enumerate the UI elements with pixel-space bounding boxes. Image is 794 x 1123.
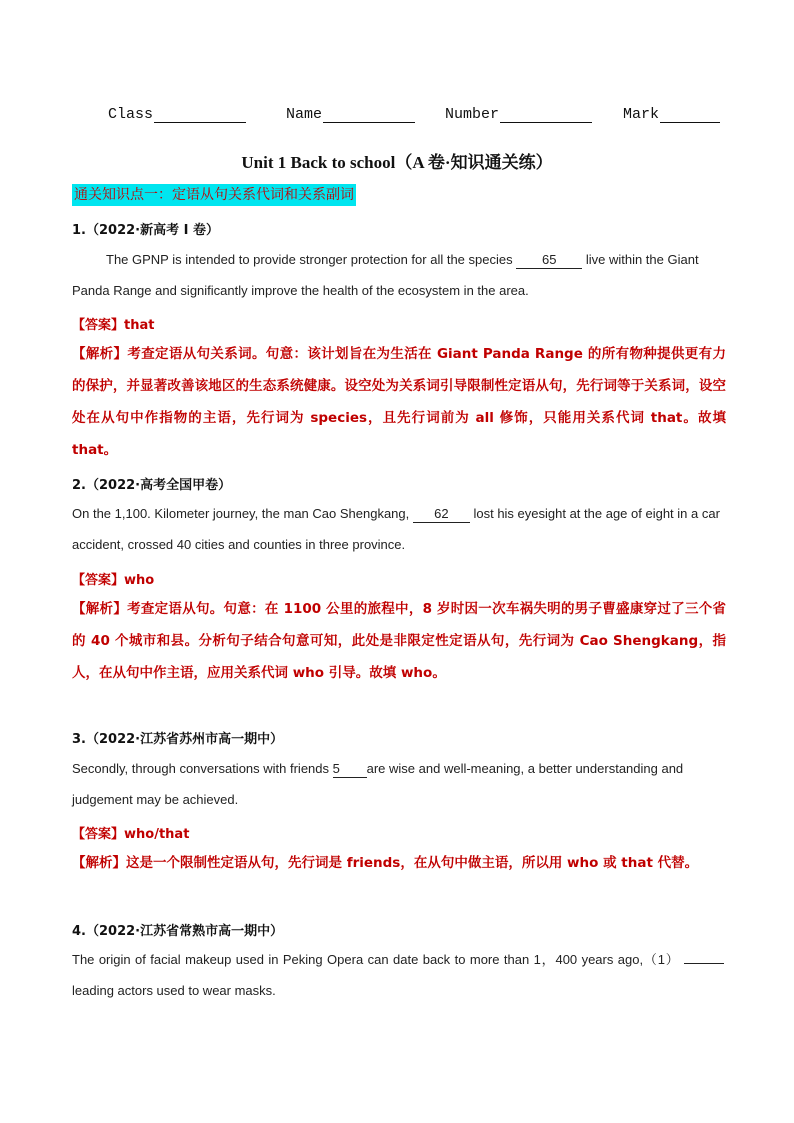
question-3-text: [72, 753, 724, 815]
question-2-answer: [72, 569, 154, 588]
answer-value: who/that: [124, 827, 190, 842]
name-blank-line: [323, 106, 415, 123]
question-2-text: [72, 498, 724, 560]
number-label: Number: [445, 106, 500, 123]
section-tag: 通关知识点一：定语从句关系代词和关系副词: [72, 184, 356, 206]
question-4-text: [72, 944, 724, 1006]
name-label: Name: [286, 106, 323, 123]
class-blank-line: [154, 106, 246, 123]
explain-label: 【解析】: [72, 601, 128, 617]
mark-field: [623, 106, 720, 123]
question-1-text-before: The GPNP is intended to provide stronger protection for all the species: [106, 252, 517, 267]
question-4-text-before: The origin of facial makeup used in Peking Opera can date back to more than 1，400 years ago,（1）: [72, 952, 680, 967]
question-4-text-after: leading actors used to wear masks.: [72, 983, 276, 998]
explain-text: 考查定语从句。句意：在 1100 公里的旅程中，8 岁时因一次车祸失明的男子曹盛康穿过了三个省的 40 个城市和县。分析句子结合句意可知，此处是非限定性定语从句，先行词为 Cao Shengkang，指人，在从句中作主语，应用关系代词 who 引导。故填 who。: [72, 601, 726, 681]
number-field: [445, 106, 592, 123]
class-field: [108, 106, 246, 123]
question-1-text-after: live within the Giant Panda Range and significantly improve the health of the ecosystem in the area.: [72, 252, 699, 298]
explain-text: 这是一个限制性定语从句，先行词是 friends，在从句中做主语，所以用 who 或 that 代替。: [126, 855, 699, 871]
question-1-text: [72, 244, 724, 306]
answer-label: 【答案】: [72, 827, 125, 842]
question-1-answer: [72, 314, 154, 333]
question-4-blank: [684, 963, 724, 964]
student-info-row: [108, 106, 728, 130]
question-3-text-before: Secondly, through conversations with friends: [72, 761, 333, 776]
question-3-source: 3.（2022·江苏省苏州市高一期中）: [72, 732, 284, 747]
question-2-text-after: lost his eyesight at the age of eight in a car accident, crossed 40 cities and counties in three province.: [72, 506, 720, 552]
answer-label: 【答案】: [72, 318, 125, 333]
mark-label: Mark: [623, 106, 660, 123]
answer-value: who: [124, 573, 155, 588]
question-3-text-after: are wise and well-meaning, a better understanding and judgement may be achieved.: [72, 761, 684, 807]
class-label: Class: [108, 106, 154, 123]
question-2-text-before: On the 1,100. Kilometer journey, the man Cao Shengkang,: [72, 506, 413, 521]
question-1-explanation: [72, 338, 726, 466]
question-1-source: 1.（2022·新高考 I 卷）: [72, 223, 219, 238]
question-2-source: 2.（2022·高考全国甲卷）: [72, 478, 232, 493]
mark-blank-line: [660, 106, 720, 123]
question-2-blank: 62: [413, 506, 470, 523]
number-blank-line: [500, 106, 592, 123]
question-2-explanation: [72, 593, 726, 689]
answer-value: that: [124, 318, 155, 333]
question-4-source: 4.（2022·江苏省常熟市高一期中）: [72, 924, 284, 939]
explain-label: 【解析】: [72, 855, 126, 871]
name-field: [286, 106, 415, 123]
explain-label: 【解析】: [72, 346, 128, 362]
question-1-blank: 65: [516, 252, 582, 269]
question-3-explanation: [72, 847, 726, 879]
question-3-blank: 5: [333, 761, 367, 778]
explain-text: 考查定语从句关系词。句意：该计划旨在为生活在 Giant Panda Range 的所有物种提供更有力的保护，并显著改善该地区的生态系统健康。设空处为关系词引导限制性定语从句，先行词等于关系词，设空处在从句中作指物的主语，先行词为 species，且先行词前为 all 修饰，只能用关系代词 that。故填 that。: [72, 346, 726, 458]
answer-label: 【答案】: [72, 573, 125, 588]
document-title: Unit 1 Back to school（A 卷·知识通关练）: [241, 153, 553, 172]
question-3-answer: [72, 823, 189, 842]
